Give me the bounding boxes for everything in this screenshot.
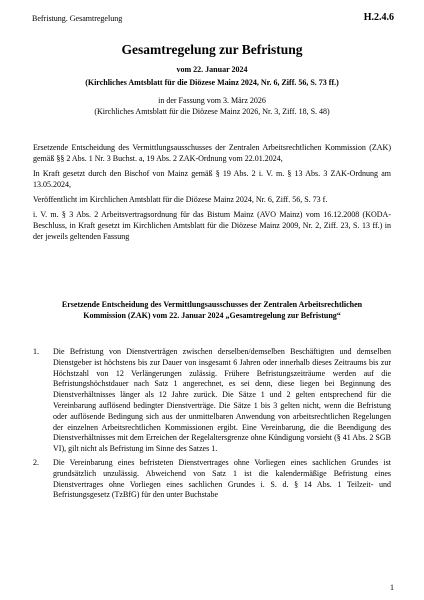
document-title: Gesamtregelung zur Befristung [121,42,303,57]
section-heading: Ersetzende Entscheidung des Vermittlungsausschusses der Zentralen Arbeitsrechtlichen Kommission (ZAK) vom 22. Januar 2024 „Gesamtregelung zur Befristung“ [61,300,363,320]
numbered-list [33,347,391,504]
list-item [33,347,391,455]
version-line: in der Fassung vom 3. März 2026 [158,96,266,105]
running-header-code: H.2.4.6 [363,12,394,23]
page-number: 1 [390,583,394,592]
list-item-number: 2. [33,457,39,467]
list-item-text: Die Befristung von Dienstverträgen zwischen derselben/demselben Beschäftigten und demselben Dienstgeber ist höchstens bis zur Dauer von insgesamt 6 Jahren oder innerhalb dieses Zeitraums bis zur Höchstzahl von 12 Verlängerungen zulässig. Frühere Befristungszeiträume werden auf die Befristungshöchstdauer nach Satz 1 angerechnet, es sei denn, diese liegen bei Beginnung des Dienstverhältnisses länger als 12 Jahre zurück. Die Sätze 1 und 2 gelten entsprechend für die Vereinbarung auflösend bedingter Dienstverträge. Die Sätze 1 bis 3 gelten nicht, wenn die Befristung oder auflösende Bedingung sich aus der unmittelbaren Anwendung von arbeitsrechtlichen Regelungen der einzelnen Arbeitsrechtlichen Kommissionen ergibt. Eine Vereinbarung, die die Beendigung des Dienstverhältnisses mit dem Erreichen der Regelaltersgrenze ohne Kündigung vorsieht (§ 41 Abs. 2 SGB VI), gilt nicht als Befristung im Sinne des Satzes 1. [53,347,391,454]
running-header-title: Befristung. Gesamtregelung [32,14,123,23]
preamble-paragraph: i. V. m. § 3 Abs. 2 Arbeitsvertragsordnung für das Bistum Mainz (AVO Mainz) vom 16.12.2008 (KODA-Beschluss, in Kraft gesetzt im Kirchlichen Amtsblatt für die Diözese Mainz 2009, Nr. 2, Ziff. 23, S. 13 ff.) in der jeweils geltenden Fassung [33,210,391,241]
preamble [33,142,391,246]
date-line: vom 22. Januar 2024 [176,65,248,74]
version-source-line: (Kirchliches Amtsblatt für die Diözese Mainz 2026, Nr. 3, Ziff. 18, S. 48) [94,107,330,116]
source-line: (Kirchliches Amtsblatt für die Diözese Mainz 2024, Nr. 6, Ziff. 56, S. 73 ff.) [85,78,339,87]
preamble-paragraph: Veröffentlicht im Kirchlichen Amtsblatt für die Diözese Mainz 2024, Nr. 6, Ziff. 56, S. 73 f. [33,195,328,204]
preamble-paragraph: Ersetzende Entscheidung des Vermittlungsausschusses der Zentralen Arbeitsrechtlichen Kommission (ZAK) gemäß §§ 2 Abs. 1 Nr. 3 Buchst. a, 19 Abs. 2 ZAK-Ordnung vom 22.01.2024, [33,143,391,163]
list-item-text: Die Vereinbarung eines befristeten Dienstvertrages ohne Vorliegen eines sachlichen Grundes ist grundsätzlich unzulässig. Abweichend von Satz 1 ist die kalendermäßige Befristung eines Dienstvertrages ohne Vorliegen eines sachlichen Grundes i. S. d. § 14 Abs. 1 Teilzeit- und Befristungsgesetz (TzBfG) für den unter Buchstabe [53,457,391,500]
list-item-number: 1. [33,347,39,356]
preamble-paragraph: In Kraft gesetzt durch den Bischof von Mainz gemäß § 19 Abs. 2 i. V. m. § 13 Abs. 3 ZAK-Ordnung am 13.05.2024, [33,169,391,189]
list-item [33,458,391,501]
